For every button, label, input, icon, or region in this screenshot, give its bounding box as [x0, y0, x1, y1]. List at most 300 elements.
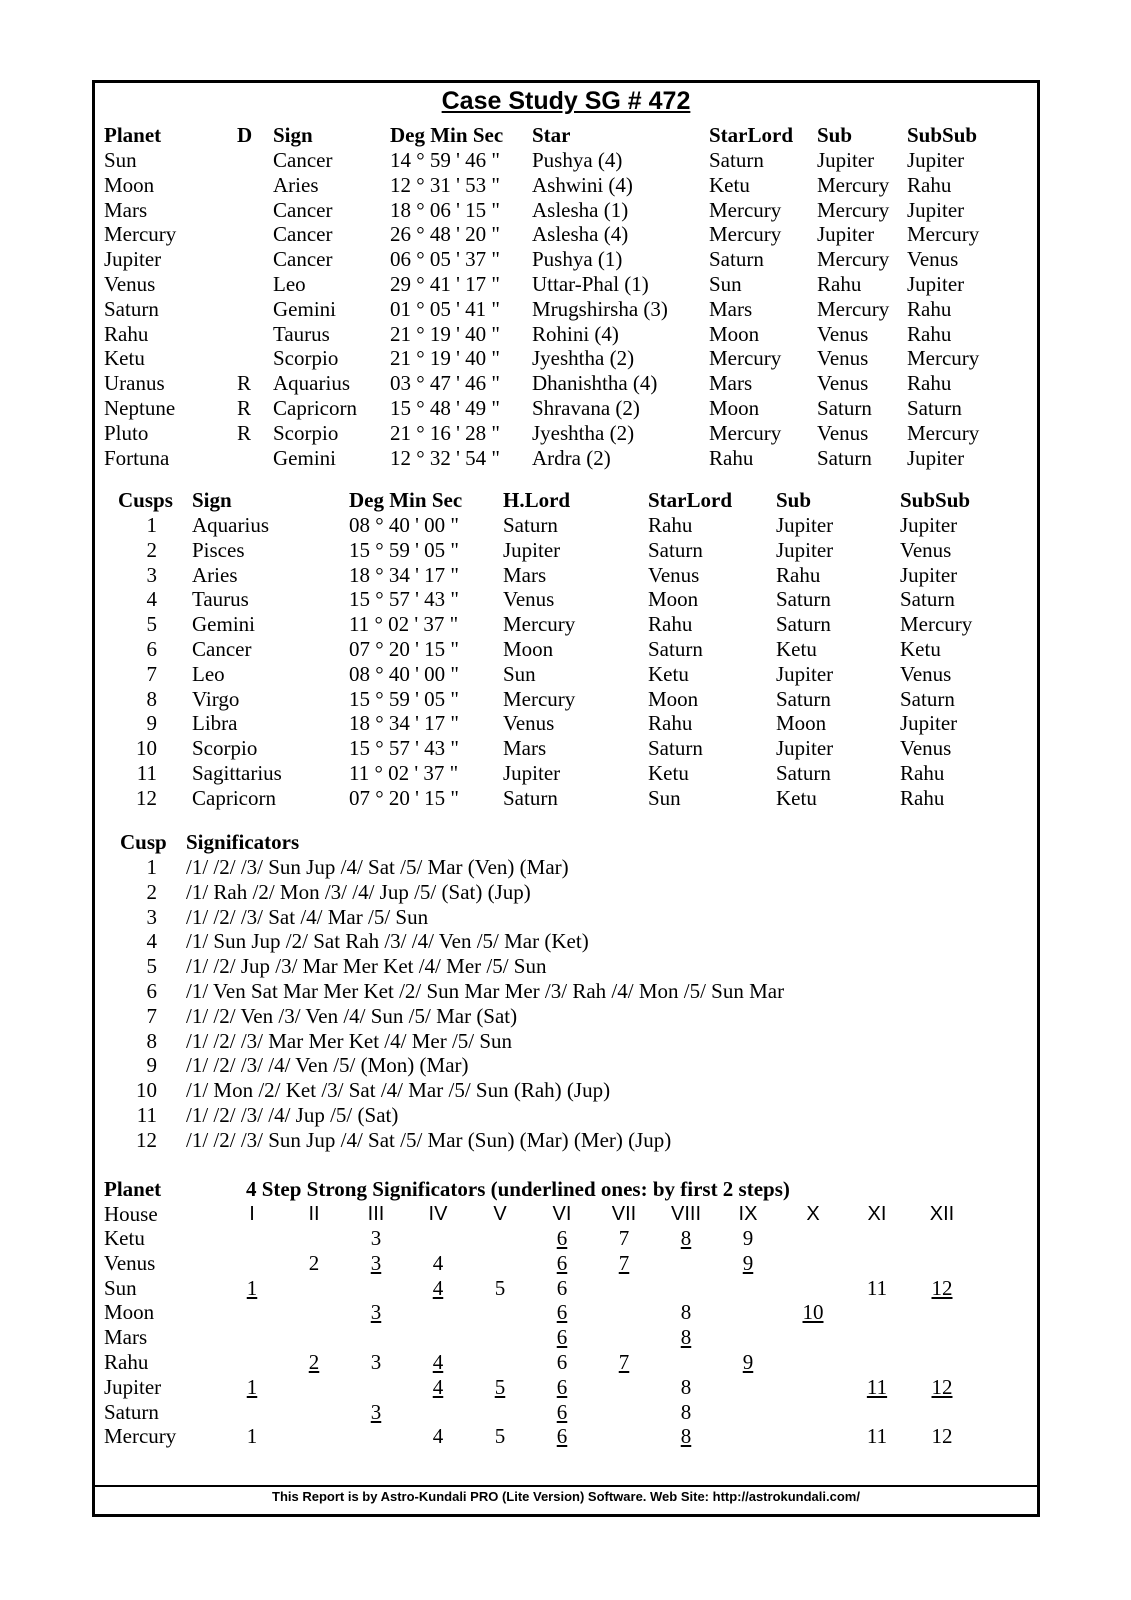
underlined-house-number: 9	[742, 1250, 754, 1275]
cell-starlord: Saturn	[709, 148, 764, 172]
header-sub: Sub	[817, 123, 853, 147]
cell-cusp-number: 10	[136, 1078, 157, 1103]
cell-significators: /1/ Sun Jup /2/ Sat Rah /3/ /4/ Ven /5/ Mar (Ket)	[186, 929, 589, 954]
house-cell: 8	[680, 1300, 692, 1325]
table-row	[95, 1103, 1037, 1128]
cell-deg-min-sec: 15 ° 57 ' 43 "	[349, 587, 460, 612]
planets-header-row	[95, 123, 1037, 148]
cell-planet: Rahu	[104, 1350, 149, 1374]
header-cusp: Cusps	[118, 488, 173, 512]
cell-sub: Rahu	[776, 562, 821, 587]
cell-cusp-number: 1	[146, 855, 157, 879]
cell-starlord: Rahu	[648, 612, 693, 637]
house-cell	[413, 1375, 463, 1400]
table-row	[95, 297, 1037, 322]
cell-sub: Venus	[817, 371, 869, 396]
cell-h-lord: Mars	[503, 736, 547, 761]
cell-planet: Ketu	[104, 346, 145, 371]
cell-starlord: Mars	[709, 296, 753, 321]
cell-deg-min-sec: 07 ° 20 ' 15 "	[349, 637, 460, 661]
cell-significators: /1/ /2/ Jup /3/ Mar Mer Ket /4/ Mer /5/ Sun	[186, 954, 547, 979]
table-row	[95, 929, 1037, 954]
header-sign: Sign	[273, 123, 313, 147]
cell-deg-min-sec: 11 ° 02 ' 37 "	[349, 761, 459, 785]
cell-deg-min-sec: 15 ° 59 ' 05 "	[349, 537, 460, 562]
cell-sub: Venus	[817, 420, 869, 445]
table-row	[95, 346, 1037, 371]
header-subsub: SubSub	[907, 123, 978, 147]
cell-sign: Scorpio	[273, 420, 339, 445]
cell-subsub: Saturn	[900, 587, 955, 612]
cell-planet: Saturn	[104, 296, 159, 321]
table-row	[95, 371, 1037, 396]
table-row	[95, 612, 1037, 637]
house-cell: 8	[680, 1399, 692, 1424]
cell-subsub: Rahu	[907, 172, 952, 197]
cell-sign: Sagittarius	[192, 761, 282, 785]
cell-star: Jyeshtha (2)	[532, 420, 635, 445]
underlined-house-number: 6	[556, 1250, 568, 1275]
cell-h-lord: Mercury	[503, 612, 576, 637]
cell-sign: Pisces	[192, 537, 245, 562]
header-direction: D	[237, 123, 253, 147]
cell-planet: Moon	[104, 1300, 155, 1325]
cell-sub: Jupiter	[776, 661, 834, 686]
house-cell	[661, 1226, 711, 1251]
footer-note: This Report is by Astro-Kundali PRO (Lite Version) Software. Web Site: http://astrokundali.com/	[272, 1489, 860, 1504]
cell-sub: Jupiter	[776, 513, 834, 537]
table-row	[95, 979, 1037, 1004]
house-cell	[917, 1276, 967, 1301]
cell-subsub: Venus	[907, 247, 959, 272]
cell-subsub: Jupiter	[900, 562, 958, 587]
cell-cusp-number: 6	[146, 637, 157, 661]
cell-subsub: Rahu	[907, 371, 952, 396]
house-cell	[537, 1300, 587, 1325]
cell-starlord: Saturn	[648, 637, 703, 661]
cell-starlord: Moon	[709, 321, 760, 346]
cell-significators: /1/ Ven Sat Mar Mer Ket /2/ Sun Mar Mer /3/ Rah /4/ Mon /5/ Sun Mar	[186, 979, 785, 1003]
cell-subsub: Saturn	[900, 686, 955, 711]
cell-planet: Neptune	[104, 396, 176, 420]
table-row	[95, 1053, 1037, 1078]
cell-cusp-number: 5	[146, 954, 157, 979]
house-cell	[537, 1400, 587, 1425]
cell-planet: Uranus	[104, 371, 165, 396]
cell-cusp-number: 9	[146, 711, 157, 736]
cell-h-lord: Saturn	[503, 785, 558, 810]
underlined-house-number: 8	[680, 1424, 692, 1449]
house-header-4: IV	[428, 1203, 448, 1225]
header-subsub: SubSub	[900, 488, 971, 512]
underlined-house-number: 6	[556, 1226, 568, 1250]
house-cell	[537, 1375, 587, 1400]
cell-subsub: Mercury	[907, 346, 980, 371]
table-row	[95, 954, 1037, 979]
page-title: Case Study SG # 472	[441, 87, 691, 115]
cell-h-lord: Saturn	[503, 513, 558, 537]
cell-sign: Aries	[192, 562, 238, 587]
cell-cusp-number: 12	[136, 1127, 157, 1152]
house-cell	[289, 1350, 339, 1375]
cell-sub: Venus	[817, 346, 869, 371]
house-header-12: XII	[929, 1203, 955, 1225]
cell-sub: Saturn	[776, 761, 831, 785]
house-cell	[413, 1276, 463, 1301]
cusps-header-row	[95, 488, 1037, 513]
cell-sign: Gemini	[273, 445, 336, 470]
cell-cusp-number: 3	[146, 562, 157, 587]
cell-starlord: Venus	[648, 562, 700, 587]
house-header-5: V	[493, 1203, 507, 1225]
table-row	[95, 1004, 1037, 1029]
cell-deg-min-sec: 21 ° 19 ' 40 "	[390, 346, 501, 371]
table-row	[95, 1226, 1037, 1251]
house-header-3: III	[367, 1203, 385, 1225]
cell-deg-min-sec: 14 ° 59 ' 46 "	[390, 148, 501, 172]
cell-sign: Aries	[273, 172, 319, 197]
cell-sub: Rahu	[817, 272, 862, 296]
house-cell	[227, 1276, 277, 1301]
underlined-house-number: 12	[931, 1275, 953, 1300]
cell-direction: R	[237, 420, 252, 445]
cell-star: Mrugshirsha (3)	[532, 296, 668, 321]
house-header-6: VI	[552, 1203, 572, 1225]
underlined-house-number: 6	[556, 1399, 568, 1424]
cell-cusp-number: 6	[146, 979, 157, 1003]
cell-starlord: Rahu	[648, 711, 693, 736]
cell-starlord: Rahu	[648, 513, 693, 537]
cell-sign: Aquarius	[192, 513, 269, 537]
underlined-house-number: 3	[370, 1300, 382, 1325]
cell-subsub: Venus	[900, 661, 952, 686]
cell-sub: Venus	[817, 321, 869, 346]
cell-starlord: Sun	[648, 785, 681, 810]
cell-significators: /1/ /2/ /3/ /4/ Ven /5/ (Mon) (Mar)	[186, 1053, 469, 1078]
table-row	[95, 880, 1037, 905]
header-sign: Sign	[192, 488, 232, 512]
cell-star: Dhanishtha (4)	[532, 371, 658, 396]
cell-starlord: Saturn	[709, 247, 764, 272]
cell-sub: Mercury	[817, 296, 890, 321]
house-cell: 4	[432, 1250, 444, 1275]
cell-sign: Capricorn	[192, 785, 276, 810]
cell-cusp-number: 5	[146, 612, 157, 637]
table-row	[95, 587, 1037, 612]
table-row	[95, 198, 1037, 223]
house-cell: 4	[432, 1424, 444, 1449]
cell-significators: /1/ Rah /2/ Mon /3/ /4/ Jup /5/ (Sat) (Jup)	[186, 879, 531, 904]
cell-sign: Capricorn	[273, 396, 357, 420]
cell-planet: Jupiter	[104, 247, 162, 272]
cell-subsub: Jupiter	[907, 197, 965, 222]
cell-starlord: Saturn	[648, 736, 703, 761]
cell-cusp-number: 11	[136, 1103, 157, 1127]
cell-deg-min-sec: 11 ° 02 ' 37 "	[349, 612, 459, 637]
table-row	[95, 563, 1037, 588]
house-cell	[537, 1325, 587, 1350]
table-row	[95, 736, 1037, 761]
cell-planet: Pluto	[104, 420, 149, 445]
house-cell	[661, 1325, 711, 1350]
cell-sub: Saturn	[776, 686, 831, 711]
cell-subsub: Rahu	[900, 785, 945, 810]
cell-cusp-number: 7	[146, 1003, 157, 1028]
cell-sub: Saturn	[776, 587, 831, 612]
cell-planet: Moon	[104, 172, 155, 197]
cell-planet: Fortuna	[104, 445, 170, 470]
header-cusp: Cusp	[120, 830, 167, 854]
house-cell	[537, 1226, 587, 1251]
house-cell: 7	[618, 1226, 630, 1250]
cell-sub: Moon	[776, 711, 827, 736]
cell-deg-min-sec: 08 ° 40 ' 00 "	[349, 513, 460, 537]
cell-star: Pushya (4)	[532, 148, 623, 172]
house-cell	[537, 1424, 587, 1449]
cell-h-lord: Jupiter	[503, 537, 561, 562]
cell-sign: Libra	[192, 711, 238, 736]
house-cell: 3	[370, 1350, 382, 1374]
cell-cusp-number: 2	[146, 537, 157, 562]
underlined-house-number: 4	[432, 1350, 444, 1374]
cell-sub: Saturn	[776, 612, 831, 637]
cell-deg-min-sec: 07 ° 20 ' 15 "	[349, 785, 460, 810]
cell-sign: Cancer	[273, 197, 333, 222]
underlined-house-number: 3	[370, 1399, 382, 1424]
underlined-house-number: 1	[246, 1275, 258, 1300]
cell-sub: Saturn	[817, 445, 872, 470]
cell-sub: Ketu	[776, 637, 817, 661]
cell-sub: Mercury	[817, 247, 890, 272]
cell-sign: Leo	[273, 272, 306, 296]
cell-h-lord: Venus	[503, 711, 555, 736]
house-header-9: IX	[738, 1203, 758, 1225]
cell-star: Ardra (2)	[532, 445, 611, 470]
table-row	[95, 711, 1037, 736]
cell-sub: Jupiter	[817, 222, 875, 247]
cell-h-lord: Venus	[503, 587, 555, 612]
underlined-house-number: 6	[556, 1300, 568, 1325]
cell-planet: Mercury	[104, 222, 177, 247]
header-h-lord: H.Lord	[503, 488, 571, 512]
cell-h-lord: Mercury	[503, 686, 576, 711]
cell-sign: Gemini	[273, 296, 336, 321]
cell-starlord: Mercury	[709, 346, 782, 371]
house-cell	[599, 1251, 649, 1276]
underlined-house-number: 9	[742, 1350, 754, 1374]
cell-subsub: Venus	[900, 537, 952, 562]
cell-deg-min-sec: 21 ° 16 ' 28 "	[390, 420, 501, 445]
cell-h-lord: Mars	[503, 562, 547, 587]
cell-subsub: Mercury	[907, 222, 980, 247]
cell-star: Ashwini (4)	[532, 172, 633, 197]
cell-planet: Venus	[104, 272, 156, 296]
cell-h-lord: Jupiter	[503, 761, 561, 785]
cell-cusp-number: 4	[146, 929, 157, 954]
table-row	[95, 396, 1037, 421]
underlined-house-number: 8	[680, 1325, 692, 1350]
cell-direction: R	[237, 396, 252, 420]
cell-planet: Mars	[104, 197, 148, 222]
house-cell	[599, 1350, 649, 1375]
report-page	[92, 80, 1040, 1517]
house-cell: 2	[308, 1250, 320, 1275]
table-row	[95, 272, 1037, 297]
cell-deg-min-sec: 01 ° 05 ' 41 "	[390, 296, 501, 321]
table-row	[95, 513, 1037, 538]
house-cell	[661, 1424, 711, 1449]
house-cell	[723, 1251, 773, 1276]
cell-sign: Aquarius	[273, 371, 350, 396]
house-header-11: XI	[867, 1203, 887, 1225]
cell-deg-min-sec: 08 ° 40 ' 00 "	[349, 661, 460, 686]
house-cell	[852, 1375, 902, 1400]
house-cell: 8	[680, 1374, 692, 1399]
cell-deg-min-sec: 29 ° 41 ' 17 "	[390, 272, 501, 296]
cell-planet: Mars	[104, 1325, 148, 1350]
house-cell	[227, 1375, 277, 1400]
underlined-house-number: 1	[246, 1374, 258, 1399]
strong-caption-row	[95, 1177, 1037, 1202]
house-cell: 11	[866, 1424, 888, 1449]
house-cell	[917, 1375, 967, 1400]
header-planet: Planet	[104, 123, 162, 147]
cell-deg-min-sec: 12 ° 32 ' 54 "	[390, 445, 501, 470]
cell-starlord: Mercury	[709, 197, 782, 222]
cell-planet: Rahu	[104, 321, 149, 346]
cell-sign: Gemini	[192, 612, 255, 637]
cell-deg-min-sec: 18 ° 34 ' 17 "	[349, 711, 460, 736]
house-cell: 6	[556, 1275, 568, 1300]
underlined-house-number: 8	[680, 1226, 692, 1250]
cell-starlord: Ketu	[648, 761, 689, 785]
cell-sign: Cancer	[273, 222, 333, 247]
cell-planet: Saturn	[104, 1399, 159, 1424]
table-row	[95, 1029, 1037, 1054]
table-row	[95, 761, 1037, 786]
house-cell: 5	[494, 1275, 506, 1300]
table-row	[95, 637, 1037, 662]
cell-star: Aslesha (1)	[532, 197, 629, 222]
cell-subsub: Mercury	[907, 420, 980, 445]
cell-deg-min-sec: 15 ° 57 ' 43 "	[349, 736, 460, 761]
strong-significators-caption: 4 Step Strong Significators (underlined ones: by first 2 steps)	[246, 1177, 790, 1201]
house-header-1: I	[249, 1203, 255, 1225]
house-header-10: X	[806, 1203, 820, 1225]
cell-subsub: Jupiter	[900, 513, 958, 537]
cell-cusp-number: 8	[146, 1028, 157, 1053]
cell-star: Jyeshtha (2)	[532, 346, 635, 371]
cell-cusp-number: 9	[146, 1053, 157, 1078]
cell-sub: Mercury	[817, 172, 890, 197]
table-row	[95, 1424, 1037, 1449]
table-row	[95, 322, 1037, 347]
house-cell: 12	[931, 1424, 953, 1449]
cell-planet: Sun	[104, 1275, 137, 1300]
cell-subsub: Jupiter	[907, 148, 965, 172]
table-row	[95, 1375, 1037, 1400]
house-cell: 1	[246, 1424, 258, 1449]
cell-significators: /1/ /2/ /3/ Sat /4/ Mar /5/ Sun	[186, 904, 429, 929]
significators-header-row	[95, 830, 1037, 855]
house-cell	[475, 1375, 525, 1400]
house-cell	[351, 1400, 401, 1425]
underlined-house-number: 4	[432, 1374, 444, 1399]
cell-sign: Cancer	[273, 148, 333, 172]
underlined-house-number: 3	[370, 1250, 382, 1275]
underlined-house-number: 7	[618, 1350, 630, 1374]
header-star: Star	[532, 123, 571, 147]
cell-starlord: Moon	[709, 396, 760, 420]
cell-starlord: Mars	[709, 371, 753, 396]
table-row	[95, 687, 1037, 712]
cell-planet: Sun	[104, 148, 137, 172]
cell-significators: /1/ /2/ /3/ /4/ Jup /5/ (Sat)	[186, 1103, 399, 1127]
table-row	[95, 538, 1037, 563]
cell-deg-min-sec: 12 ° 31 ' 53 "	[390, 172, 501, 197]
cell-cusp-number: 11	[136, 761, 157, 785]
cell-h-lord: Moon	[503, 637, 554, 661]
house-cell	[723, 1350, 773, 1375]
header-sub: Sub	[776, 488, 812, 512]
cell-starlord: Mercury	[709, 420, 782, 445]
cell-cusp-number: 12	[136, 785, 157, 810]
table-row	[95, 247, 1037, 272]
cell-sign: Cancer	[192, 637, 252, 661]
cell-planet: Jupiter	[104, 1374, 162, 1399]
cell-cusp-number: 2	[146, 879, 157, 904]
cell-star: Rohini (4)	[532, 321, 619, 346]
cell-subsub: Jupiter	[907, 272, 965, 296]
table-row	[95, 446, 1037, 471]
cell-planet: Mercury	[104, 1424, 177, 1449]
cell-planet: Venus	[104, 1250, 156, 1275]
cell-significators: /1/ Mon /2/ Ket /3/ Sat /4/ Mar /5/ Sun (Rah) (Jup)	[186, 1078, 611, 1103]
header-starlord: StarLord	[648, 488, 732, 512]
house-cell	[351, 1300, 401, 1325]
underlined-house-number: 6	[556, 1325, 568, 1350]
cell-h-lord: Sun	[503, 661, 536, 686]
cell-sub: Jupiter	[817, 148, 875, 172]
table-row	[95, 1276, 1037, 1301]
cell-sign: Taurus	[192, 587, 249, 612]
cell-cusp-number: 3	[146, 904, 157, 929]
header-significators: Significators	[186, 830, 300, 854]
cell-star: Aslesha (4)	[532, 222, 629, 247]
table-row	[95, 905, 1037, 930]
table-row	[95, 173, 1037, 198]
cell-starlord: Saturn	[648, 537, 703, 562]
table-row	[95, 148, 1037, 173]
cell-subsub: Ketu	[900, 637, 941, 661]
cell-subsub: Rahu	[900, 761, 945, 785]
cell-starlord: Sun	[709, 272, 742, 296]
cell-sub: Jupiter	[776, 537, 834, 562]
cell-deg-min-sec: 26 ° 48 ' 20 "	[390, 222, 501, 247]
cell-sign: Leo	[192, 661, 225, 686]
house-header-2: II	[308, 1203, 320, 1225]
header-deg-min-sec: Deg Min Sec	[349, 488, 463, 512]
header-planet: Planet	[104, 1177, 162, 1201]
underlined-house-number: 4	[432, 1275, 444, 1300]
house-header-row	[95, 1202, 1037, 1227]
cell-cusp-number: 7	[146, 661, 157, 686]
table-row	[95, 1128, 1037, 1153]
table-row	[95, 1300, 1037, 1325]
table-row	[95, 1325, 1037, 1350]
cell-deg-min-sec: 15 ° 59 ' 05 "	[349, 686, 460, 711]
cell-significators: /1/ /2/ /3/ Sun Jup /4/ Sat /5/ Mar (Sun) (Mar) (Mer) (Jup)	[186, 1127, 672, 1152]
